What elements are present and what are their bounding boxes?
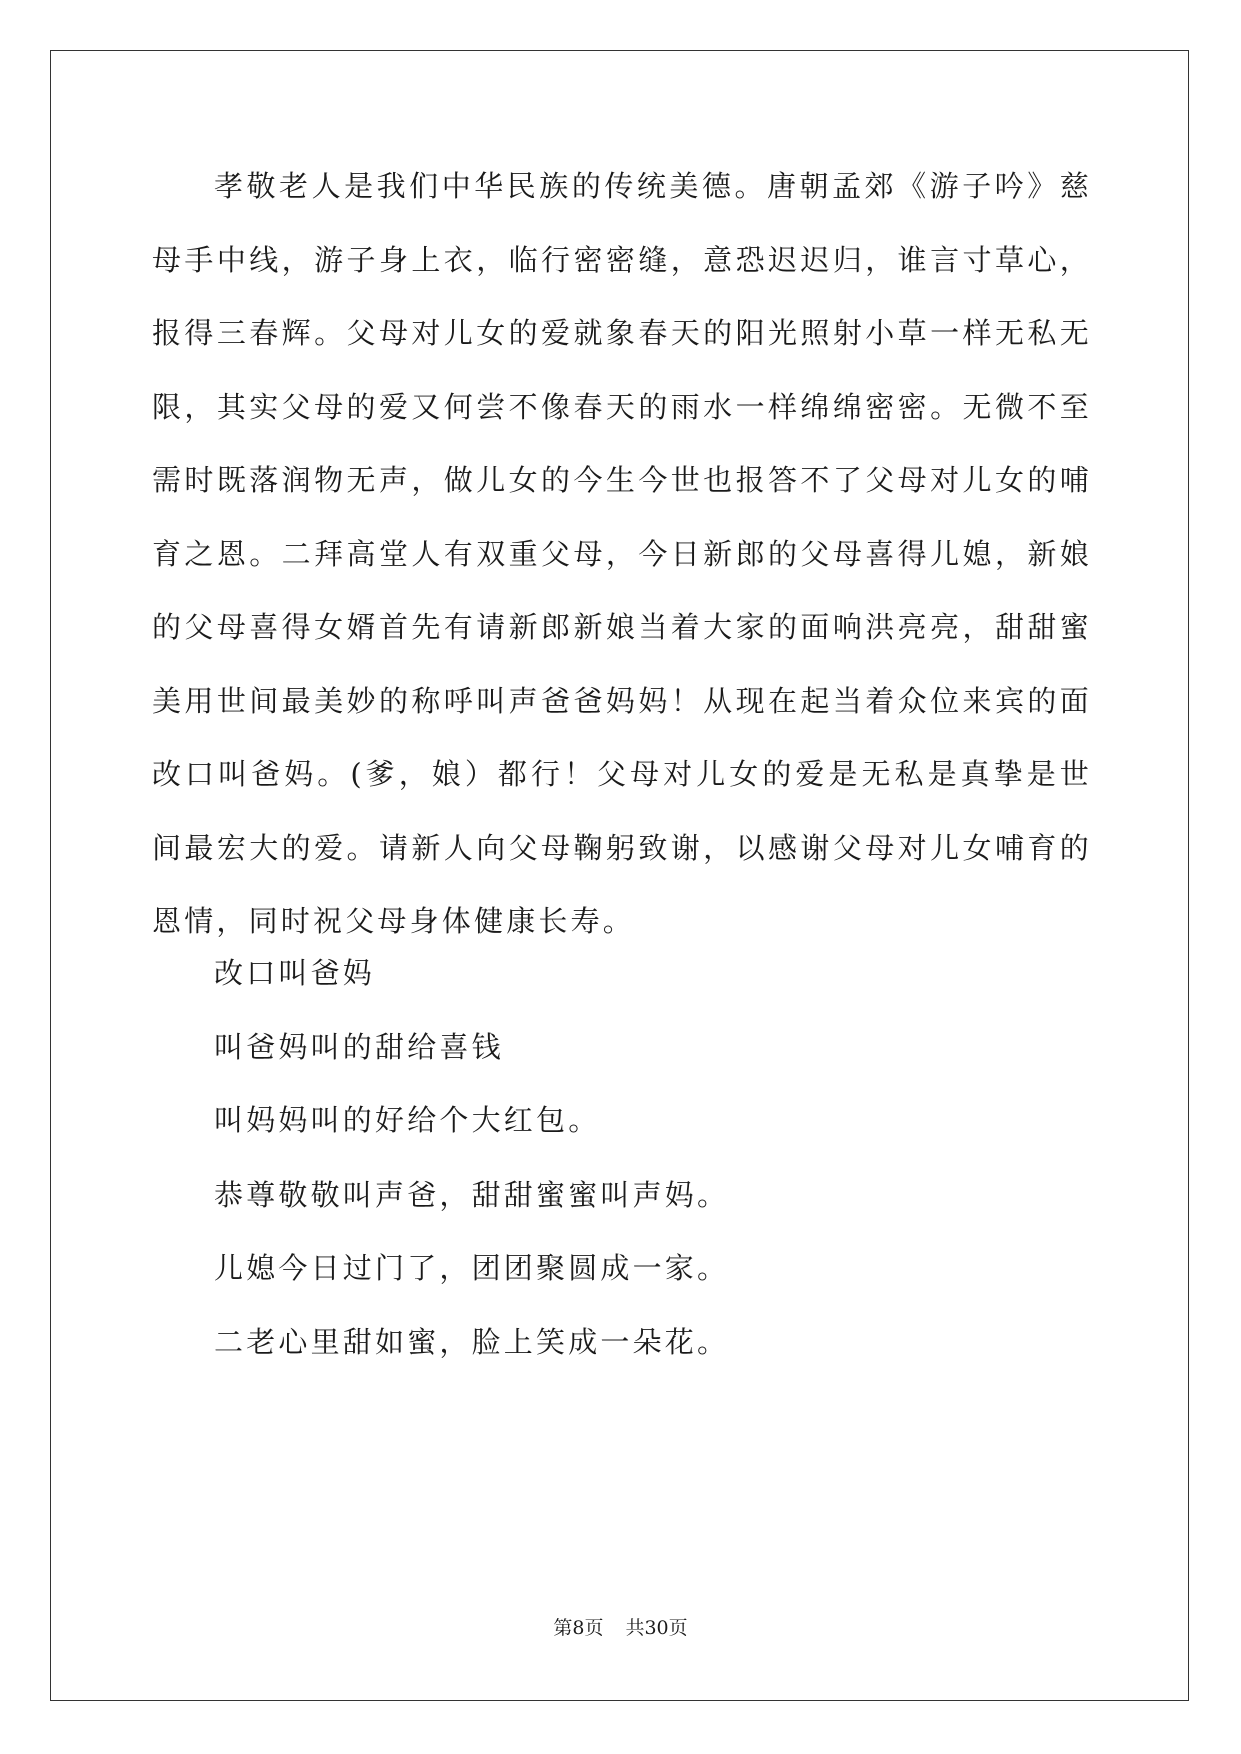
verse-line-6: 二老心里甜如蜜，脸上笑成一朵花。 [214, 1325, 730, 1359]
verse-line-5: 儿媳今日过门了，团团聚圆成一家。 [214, 1251, 730, 1285]
page-number: 第8页 [553, 1617, 604, 1639]
page-footer [0, 1616, 1241, 1640]
total-pages: 共30页 [625, 1617, 688, 1639]
verse-line-2: 叫爸妈叫的甜给喜钱 [214, 1030, 504, 1064]
verse-line-3: 叫妈妈叫的好给个大红包。 [214, 1103, 601, 1137]
verse-line-4: 恭尊敬敬叫声爸，甜甜蜜蜜叫声妈。 [214, 1178, 730, 1212]
verse-line-1: 改口叫爸妈 [214, 956, 376, 990]
main-paragraph: 孝敬老人是我们中华民族的传统美德。唐朝孟郊《游子吟》慈母手中线，游子身上衣，临行密密缝，意恐迟迟归，谁言寸草心，报得三春辉。父母对儿女的爱就象春天的阳光照射小草一样无私无限，其实父母的爱又何尝不像春天的雨水一样绵绵密密。无微不至需时既落润物无声，做儿女的今生今世也报答不了父母对儿女的哺育之恩。二拜高堂人有双重父母，今日新郎的父母喜得儿媳，新娘的父母喜得女婿首先有请新郎新娘当着大家的面响洪亮亮，甜甜蜜美用世间最美妙的称呼叫声爸爸妈妈！从现在起当着众位来宾的面改口叫爸妈。(爹，娘）都行！父母对儿女的爱是无私是真挚是世间最宏大的爱。请新人向父母鞠躬致谢，以感谢父母对儿女哺育的恩情，同时祝父母身体健康长寿。 [152, 169, 1092, 938]
